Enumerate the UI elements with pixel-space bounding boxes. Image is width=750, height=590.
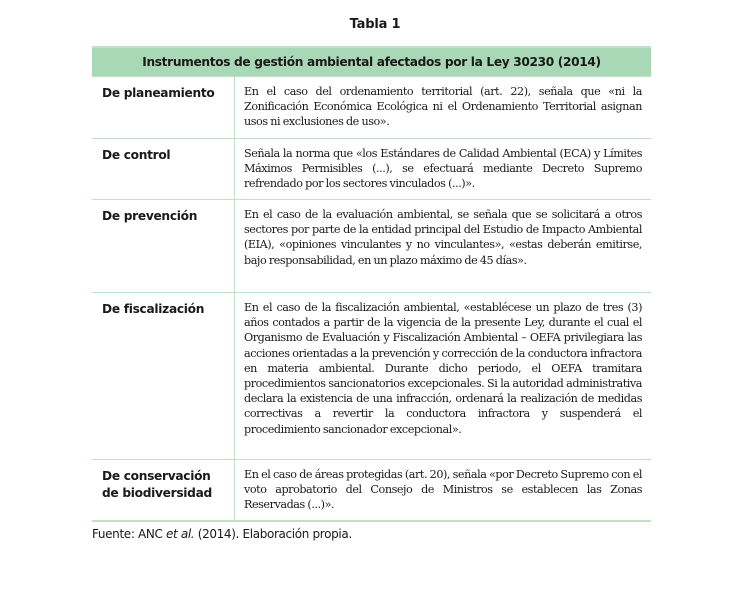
row-text-planeamiento: En el caso del ordenamiento territorial (art. 22), señala que «ni la Zonificación Económica Ecológica ni el Ordenamiento Territorial asignan usos ni exclusiones de uso». — [244, 85, 642, 129]
source-suffix: (2014). Elaboración propia. — [194, 527, 352, 541]
table-row — [92, 459, 651, 522]
source-prefix: Fuente: ANC — [92, 527, 166, 541]
row-label-biodiversidad: De conservación de biodiversidad — [92, 460, 235, 520]
table-row — [92, 199, 651, 292]
table-row — [92, 138, 651, 199]
source-italic: et al. — [165, 527, 195, 541]
row-text-control: Señala la norma que «los Estándares de Calidad Ambiental (ECA) y Límites Máximos Permisibles (...), se efectuará mediante Decreto Supremo refrendado por los sectores vinculados (...)». — [244, 147, 642, 191]
row-label-planeamiento: De planeamiento — [92, 77, 235, 138]
row-label-prevencion: De prevención — [92, 200, 235, 292]
table-header: Instrumentos de gestión ambiental afectados por la Ley 30230 (2014) — [92, 48, 651, 76]
instruments-table — [92, 46, 651, 522]
row-text-biodiversidad: En el caso de áreas protegidas (art. 20), señala «por Decreto Supremo con el voto aprobatorio del Consejo de Ministros se establecen las Zonas Reservadas (...)». — [244, 468, 642, 512]
table-caption: Tabla 1 — [349, 17, 401, 32]
row-label-control: De control — [92, 139, 235, 199]
row-label-fiscalizacion: De fiscalización — [92, 293, 235, 459]
row-text-prevencion: En el caso de la evaluación ambiental, se señala que se solicitará a otros sectores por parte de la entidad principal del Estudio de Impacto Ambiental (EIA), «opiniones vinculantes y no vinculantes», «estas deberán emitirse, bajo responsabilidad, en un plazo máximo de 45 días». — [244, 208, 642, 267]
table-row — [92, 292, 651, 459]
table-source-note — [92, 527, 352, 541]
table-row — [92, 76, 651, 138]
row-text-fiscalizacion: En el caso de la fiscalización ambiental, «establécese un plazo de tres (3) años contados a partir de la vigencia de la presente Ley, durante el cual el Organismo de Evaluación y Fiscalización Ambiental – OEFA privilegiara las acciones orientadas a la prevención y corrección de la conductora infractora en materia ambiental. Durante dicho periodo, el OEFA tramitara procedimientos sancionatorios excepcionales. Si la autoridad administrativa declara la existencia de una infracción, ordenará la realización de medidas correctivas a revertir la conductora infractora y suspenderá el procedimiento sancionador excepcional». — [244, 301, 642, 436]
